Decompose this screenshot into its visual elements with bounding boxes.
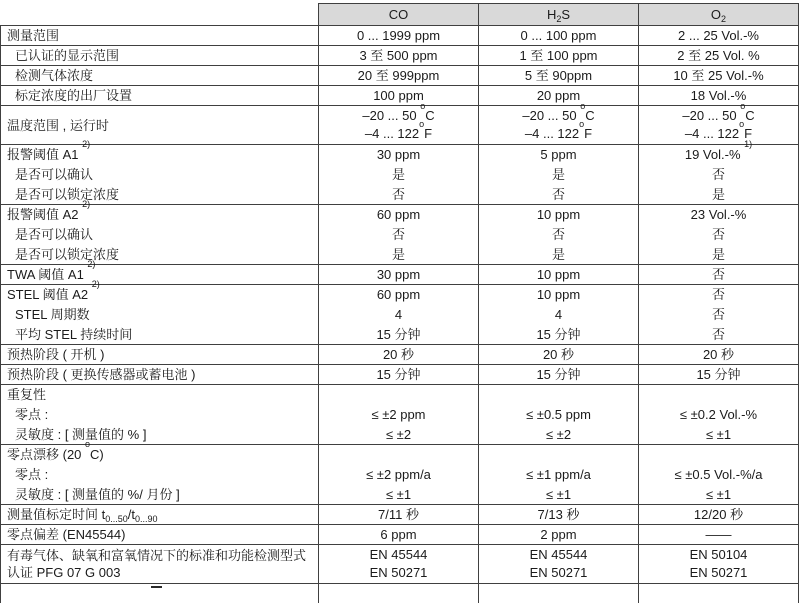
cell-o2: –20 ... 50 $^o$C –4 ... 122$^o$F (639, 106, 799, 145)
row-label: 零点漂移 (20 $^o$C) (1, 445, 319, 465)
cell-co: 30 ppm (319, 145, 479, 165)
table-row (1, 165, 799, 185)
row-label: STEL 阈值 A2 $^{2)}$ (1, 285, 319, 305)
row-label: 是否可以锁定浓度 (1, 245, 319, 265)
cell-o2: 否 (639, 285, 799, 305)
cell-h2s (479, 445, 639, 465)
row-label: 平均 STEL 持续时间 (1, 325, 319, 345)
cell-h2s (479, 385, 639, 405)
cell-h2s: 2 ppm (479, 525, 639, 545)
cell-o2: 否 (639, 265, 799, 285)
cell-co: 60 ppm (319, 285, 479, 305)
row-label: 是否可以确认 (1, 225, 319, 245)
row-label: 零点 : (1, 465, 319, 485)
cell-co: ≤ ±2 (319, 425, 479, 445)
table-row (1, 485, 799, 505)
cell-h2s: 15 分钟 (479, 365, 639, 385)
cell-co: 是 (319, 245, 479, 265)
table-row (1, 405, 799, 425)
row-label: 有毒气体、缺氧和富氧情况下的标准和功能检测型式 认证 PFG 07 G 003 (1, 545, 319, 584)
cell-o2: 10 至 25 Vol.-% (639, 66, 799, 86)
cutoff-cell-o2 (639, 584, 799, 603)
cell-h2s: 5 至 90ppm (479, 66, 639, 86)
table-row (1, 145, 799, 165)
cell-co: 15 分钟 (319, 325, 479, 345)
cell-h2s: –20 ... 50 $^o$C –4 ... 122$^o$F (479, 106, 639, 145)
row-label: 报警阈值 A2 $^{2)}$ (1, 205, 319, 225)
cell-h2s: ≤ ±1 ppm/a (479, 465, 639, 485)
row-label: 预热阶段 ( 更换传感器或蓄电池 ) (1, 365, 319, 385)
cell-h2s: 10 ppm (479, 205, 639, 225)
table-row (1, 46, 799, 66)
cell-co: 6 ppm (319, 525, 479, 545)
cell-h2s: ≤ ±2 (479, 425, 639, 445)
table-row (1, 425, 799, 445)
cell-co: 4 (319, 305, 479, 325)
row-label: 检测气体浓度 (1, 66, 319, 86)
cell-o2: 12/20 秒 (639, 505, 799, 525)
table-row (1, 66, 799, 86)
row-label: 测量范围 (1, 26, 319, 46)
cell-h2s: 15 分钟 (479, 325, 639, 345)
table-row (1, 205, 799, 225)
cell-co: ≤ ±2 ppm/a (319, 465, 479, 485)
cell-o2: 否 (639, 325, 799, 345)
table-row (1, 86, 799, 106)
cell-h2s: ≤ ±1 (479, 485, 639, 505)
cell-o2: 否 (639, 225, 799, 245)
cell-h2s: 否 (479, 185, 639, 205)
cutoff-text-fragment (151, 586, 162, 588)
table-row (1, 225, 799, 245)
table-row (1, 345, 799, 365)
column-header-co: CO (319, 4, 479, 26)
row-label: TWA 阈值 A1 $^{2)}$ (1, 265, 319, 285)
cell-co: 60 ppm (319, 205, 479, 225)
cell-co: 是 (319, 165, 479, 185)
cell-h2s: 7/13 秒 (479, 505, 639, 525)
cell-o2: EN 50104 EN 50271 (639, 545, 799, 584)
row-label: 灵敏度 : [ 测量值的 % ] (1, 425, 319, 445)
cell-o2: ≤ ±1 (639, 425, 799, 445)
cell-h2s: 是 (479, 245, 639, 265)
row-label: STEL 周期数 (1, 305, 319, 325)
cutoff-row-label (1, 584, 319, 603)
cell-h2s: 4 (479, 305, 639, 325)
row-label: 零点 : (1, 405, 319, 425)
table-row (1, 525, 799, 545)
table-row (1, 465, 799, 485)
cell-h2s: 1 至 100 ppm (479, 46, 639, 66)
cell-o2: 15 分钟 (639, 365, 799, 385)
header-corner (1, 4, 319, 26)
column-header-h2s: $H_2S$ (479, 4, 639, 26)
cell-co: ≤ ±2 ppm (319, 405, 479, 425)
header-row (1, 4, 799, 26)
cell-o2: ≤ ±0.2 Vol.-% (639, 405, 799, 425)
cutoff-cell-co (319, 584, 479, 603)
row-label: 零点偏差 (EN45544) (1, 525, 319, 545)
cell-o2: ≤ ±0.5 Vol.-%/a (639, 465, 799, 485)
row-label: 预热阶段 ( 开机 ) (1, 345, 319, 365)
cell-o2: 18 Vol.-% (639, 86, 799, 106)
cell-h2s: 0 ... 100 ppm (479, 26, 639, 46)
row-label: 报警阈值 A1 $^{2)}$ (1, 145, 319, 165)
table-row (1, 106, 799, 145)
cell-h2s: 是 (479, 165, 639, 185)
column-header-o2: $O_2$ (639, 4, 799, 26)
cell-o2 (639, 385, 799, 405)
cell-co (319, 445, 479, 465)
cell-o2: —— (639, 525, 799, 545)
spec-table (0, 3, 799, 603)
cell-co: 100 ppm (319, 86, 479, 106)
table-row (1, 505, 799, 525)
cell-co: 20 秒 (319, 345, 479, 365)
cell-co: 20 至 999ppm (319, 66, 479, 86)
cell-o2: 20 秒 (639, 345, 799, 365)
cell-o2: 否 (639, 165, 799, 185)
cutoff-cell-h2s (479, 584, 639, 603)
table-row (1, 305, 799, 325)
cell-co: ≤ ±1 (319, 485, 479, 505)
table-row (1, 445, 799, 465)
cell-h2s: 20 秒 (479, 345, 639, 365)
cell-co: 30 ppm (319, 265, 479, 285)
cell-o2: 否 (639, 305, 799, 325)
cell-o2: ≤ ±1 (639, 485, 799, 505)
cell-o2: 2 ... 25 Vol.-% (639, 26, 799, 46)
row-label: 已认证的显示范围 (1, 46, 319, 66)
table-row (1, 545, 799, 584)
cell-co: 否 (319, 185, 479, 205)
cell-h2s: 10 ppm (479, 265, 639, 285)
table-row (1, 365, 799, 385)
cell-co: 0 ... 1999 ppm (319, 26, 479, 46)
spec-table-body (1, 26, 799, 603)
cell-o2: 2 至 25 Vol. % (639, 46, 799, 66)
row-label: 是否可以锁定浓度 (1, 185, 319, 205)
cell-co: 否 (319, 225, 479, 245)
table-row (1, 26, 799, 46)
row-label: 是否可以确认 (1, 165, 319, 185)
cutoff-row (1, 584, 799, 603)
cell-co (319, 385, 479, 405)
cell-h2s: 否 (479, 225, 639, 245)
row-label: 标定浓度的出厂设置 (1, 86, 319, 106)
cell-h2s: EN 45544 EN 50271 (479, 545, 639, 584)
row-label: 灵敏度 : [ 测量值的 %/ 月份 ] (1, 485, 319, 505)
cell-h2s: 20 ppm (479, 86, 639, 106)
document-page (0, 3, 800, 596)
cell-co: 3 至 500 ppm (319, 46, 479, 66)
cell-h2s: ≤ ±0.5 ppm (479, 405, 639, 425)
cell-co: –20 ... 50 $^o$C –4 ... 122$^o$F (319, 106, 479, 145)
row-label: 测量值标定时间 $t_{0...50}/t_{0...90}$ (1, 505, 319, 525)
cell-h2s: 10 ppm (479, 285, 639, 305)
row-label: 温度范围 , 运行时 (1, 106, 319, 145)
row-label: 重复性 (1, 385, 319, 405)
cell-co: EN 45544 EN 50271 (319, 545, 479, 584)
table-row (1, 385, 799, 405)
cell-co: 7/11 秒 (319, 505, 479, 525)
cell-co: 15 分钟 (319, 365, 479, 385)
cell-o2: 是 (639, 245, 799, 265)
cell-o2: 23 Vol.-% (639, 205, 799, 225)
table-row (1, 325, 799, 345)
cell-o2: 是 (639, 185, 799, 205)
table-row (1, 245, 799, 265)
cell-h2s: 5 ppm (479, 145, 639, 165)
table-row (1, 285, 799, 305)
table-row (1, 265, 799, 285)
cell-o2: 19 Vol.-% $^{1)}$ (639, 145, 799, 165)
table-row (1, 185, 799, 205)
cell-o2 (639, 445, 799, 465)
